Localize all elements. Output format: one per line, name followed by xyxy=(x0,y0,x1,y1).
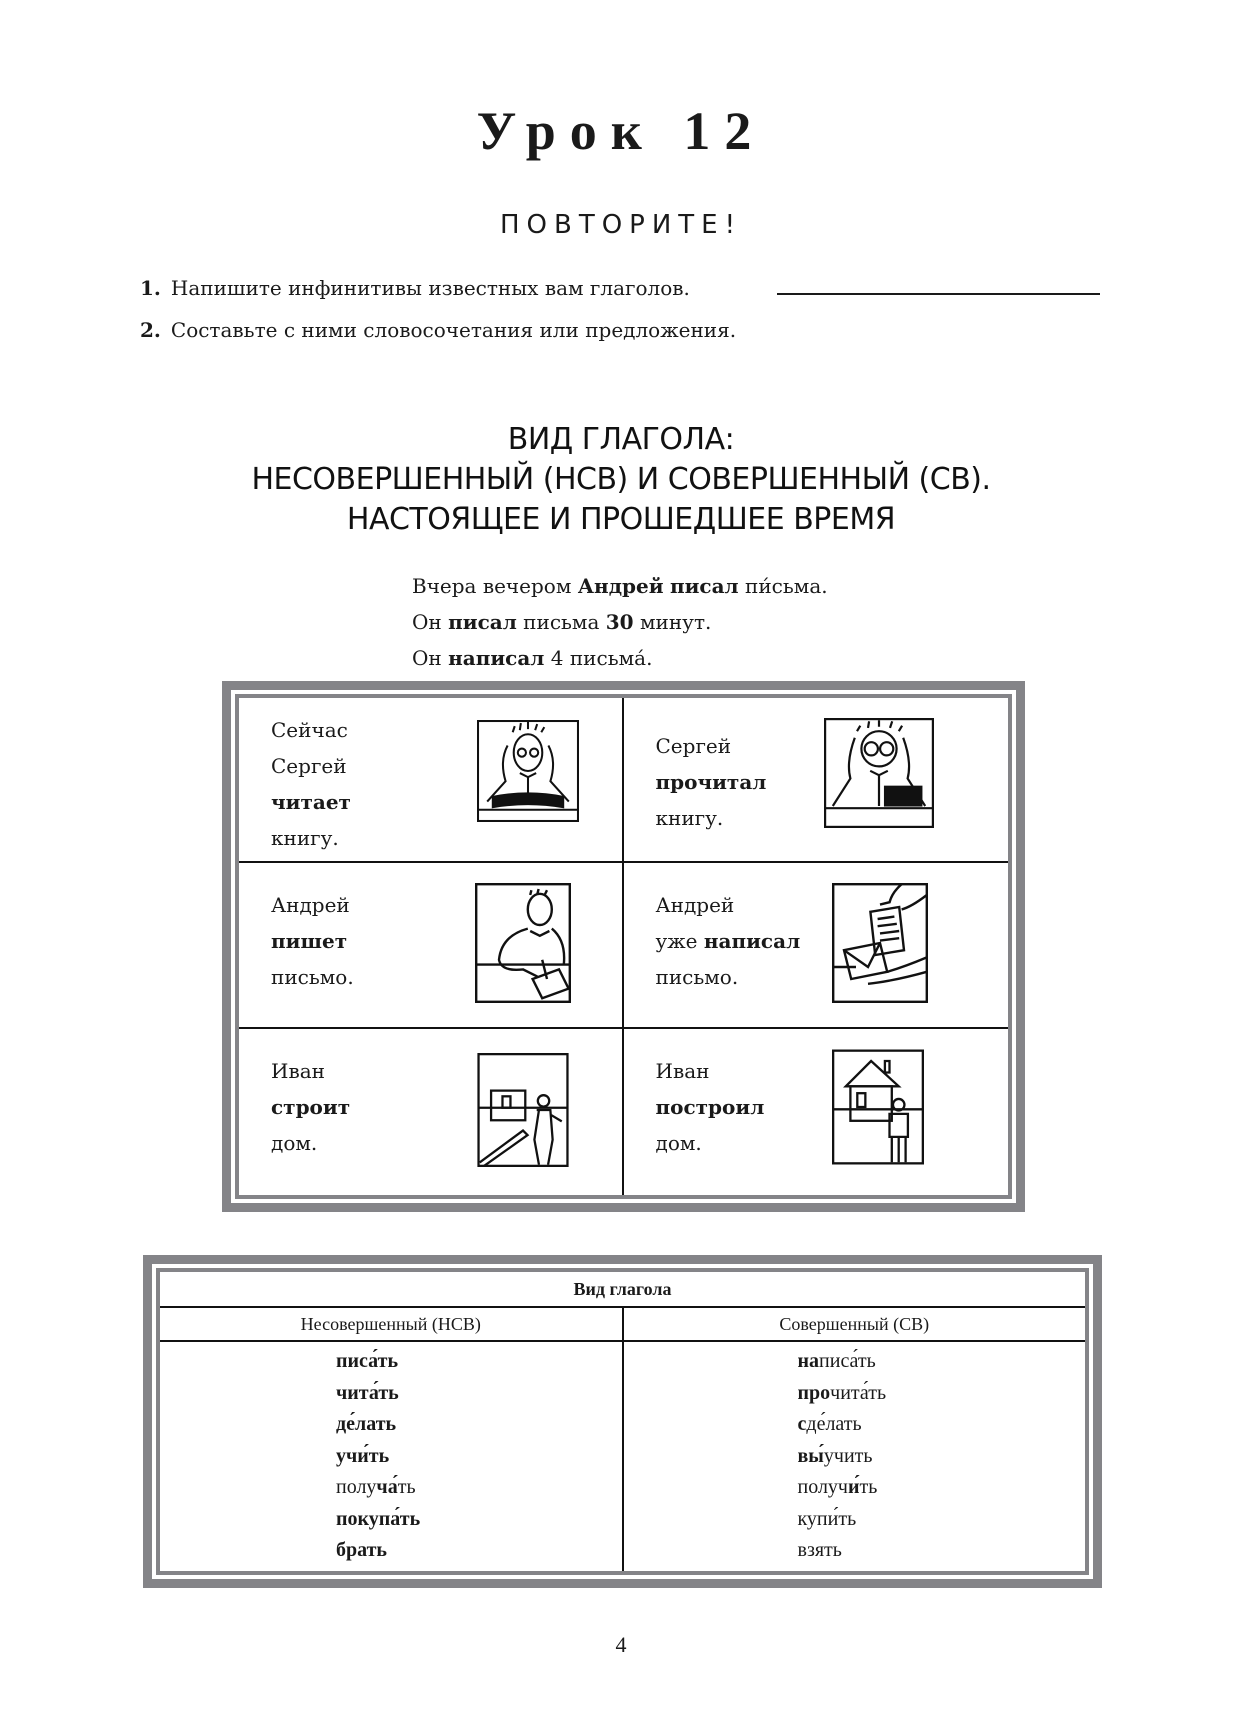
column-header-perfective: Совершенный (СВ) xyxy=(779,1314,930,1334)
text-segment: Иван xyxy=(271,1059,325,1083)
text-line xyxy=(271,923,354,959)
column-header-imperfective: Несовершенный (НСВ) xyxy=(160,1308,624,1340)
repeat-heading: ПОВТОРИТЕ! xyxy=(499,210,743,240)
text-segment: дом. xyxy=(655,1131,702,1155)
text-line xyxy=(271,1125,350,1161)
task-number: 1. xyxy=(140,276,161,300)
text-segment: получ xyxy=(797,1476,848,1498)
table-body xyxy=(160,1342,1085,1571)
text-segment: ть xyxy=(397,1476,416,1498)
table-header-row xyxy=(160,1308,1085,1342)
text-line xyxy=(336,1472,420,1504)
text-line xyxy=(336,1378,420,1410)
text-segment: купи́ть xyxy=(797,1507,857,1530)
text-segment: уже xyxy=(655,929,704,953)
cell-caption xyxy=(656,728,767,836)
text-segment: Он xyxy=(412,610,449,634)
text-segment: де́лать xyxy=(806,1413,862,1435)
text-segment: письмо. xyxy=(271,965,354,989)
text-segment: книгу. xyxy=(655,806,724,830)
bold-text-segment: с xyxy=(797,1413,807,1435)
cell-caption xyxy=(656,887,801,995)
text-line xyxy=(798,1504,887,1536)
bold-text-segment: на xyxy=(797,1350,820,1372)
bold-text-segment: написал xyxy=(703,929,801,953)
bold-text-segment: писа́ть xyxy=(336,1350,399,1372)
task-text: Составьте с ними словосочетания или предложения. xyxy=(170,318,737,342)
text-segment: Андрей xyxy=(271,893,350,917)
bold-text-segment: читает xyxy=(271,790,351,814)
text-segment: пи́сьма. xyxy=(738,574,828,598)
bold-text-segment: и́ xyxy=(847,1476,860,1498)
text-line xyxy=(336,1535,420,1567)
cell-caption xyxy=(656,1053,765,1161)
text-line xyxy=(271,748,351,784)
text-segment: Вчера вечером xyxy=(412,574,578,598)
page-number: 4 xyxy=(615,1632,627,1657)
bold-text-segment: про xyxy=(797,1381,831,1404)
bold-text-segment: де́лать xyxy=(336,1413,397,1435)
bold-text-segment: пишет xyxy=(271,929,348,953)
text-segment: Андрей xyxy=(655,893,735,917)
text-segment: письмо. xyxy=(655,965,739,989)
text-line xyxy=(271,887,354,923)
text-segment: чита́ть xyxy=(830,1381,887,1404)
bold-text-segment: писал xyxy=(669,574,739,598)
text-line xyxy=(656,1053,765,1089)
inner-frame xyxy=(235,694,1012,1199)
section-title-line: ВИД ГЛАГОЛА: xyxy=(507,422,735,457)
aspect-illustration-table xyxy=(222,681,1025,1212)
text-line xyxy=(271,820,351,856)
man-reading-open-book-illustration xyxy=(477,720,579,822)
text-segment: писа́ть xyxy=(819,1350,876,1372)
cell-caption xyxy=(271,712,351,856)
illustration-cell xyxy=(239,698,624,863)
lesson-title: Урок 12 xyxy=(476,101,766,161)
bold-text-segment: 30 xyxy=(605,610,634,634)
cell-caption xyxy=(271,1053,350,1161)
text-segment: взять xyxy=(797,1539,842,1561)
text-line xyxy=(656,923,801,959)
cell-caption xyxy=(271,887,354,995)
illustration-grid xyxy=(239,698,1008,1195)
text-line xyxy=(798,1441,887,1473)
example-sentence xyxy=(412,640,828,676)
man-writing-letter-illustration xyxy=(475,883,571,1003)
text-segment: дом. xyxy=(271,1131,318,1155)
bold-text-segment: построил xyxy=(655,1095,765,1119)
example-sentence xyxy=(412,568,828,604)
inner-frame xyxy=(156,1268,1089,1575)
bold-text-segment: ча́ xyxy=(376,1476,398,1498)
text-line xyxy=(798,1378,887,1410)
section-title-line: НЕСОВЕРШЕННЫЙ (НСВ) И СОВЕРШЕННЫЙ (СВ). xyxy=(251,462,991,497)
bold-text-segment: учи́ть xyxy=(336,1444,390,1467)
man-by-finished-house-illustration xyxy=(832,1049,924,1165)
text-segment: Сергей xyxy=(271,754,347,778)
text-line xyxy=(271,959,354,995)
example-sentences xyxy=(412,568,828,676)
perfective-column xyxy=(624,1342,1086,1571)
text-line xyxy=(336,1346,420,1378)
bold-text-segment: писал xyxy=(448,610,517,634)
bold-text-segment: покупа́ть xyxy=(336,1507,421,1530)
text-segment: Сергей xyxy=(655,734,732,758)
section-title xyxy=(0,420,1242,540)
task-text: Напишите инфинитивы известных вам глаголов. xyxy=(170,276,690,300)
illustration-cell xyxy=(239,863,624,1029)
bold-text-segment: Андрей xyxy=(577,574,664,598)
text-segment: ть xyxy=(859,1476,878,1498)
bold-text-segment: чита́ть xyxy=(336,1381,399,1404)
task-number: 2. xyxy=(140,318,161,342)
task-item xyxy=(140,276,690,300)
illustration-cell xyxy=(624,698,1009,863)
bold-text-segment: вы́ xyxy=(797,1444,824,1467)
text-line xyxy=(656,1125,765,1161)
text-line xyxy=(271,712,351,748)
table-title: Вид глагола xyxy=(160,1272,1085,1308)
bold-text-segment: брать xyxy=(336,1539,388,1561)
text-line xyxy=(271,1053,350,1089)
text-segment: письма xyxy=(516,610,606,634)
text-segment: полу xyxy=(336,1476,377,1498)
text-line xyxy=(798,1535,887,1567)
text-segment: минут. xyxy=(633,610,712,634)
text-segment: Иван xyxy=(655,1059,710,1083)
imperfective-column xyxy=(160,1342,624,1571)
text-line xyxy=(656,728,767,764)
section-title-line: НАСТОЯЩЕЕ И ПРОШЕДШЕЕ ВРЕМЯ xyxy=(346,502,896,537)
bold-text-segment: написал xyxy=(448,646,545,670)
text-segment: Он xyxy=(412,646,449,670)
text-segment: учить xyxy=(823,1444,873,1467)
text-line xyxy=(271,1089,350,1125)
illustration-cell xyxy=(624,1029,1009,1195)
text-line xyxy=(336,1441,420,1473)
verb-aspect-table xyxy=(143,1255,1102,1588)
text-line xyxy=(271,784,351,820)
man-with-closed-book-illustration xyxy=(824,718,934,828)
bold-text-segment: строит xyxy=(271,1095,351,1119)
text-line xyxy=(336,1409,420,1441)
text-segment: книгу. xyxy=(271,826,339,850)
text-line xyxy=(798,1472,887,1504)
text-segment: 4 письма́. xyxy=(544,646,653,670)
text-line xyxy=(798,1409,887,1441)
text-line xyxy=(656,959,801,995)
hands-sealing-letter-illustration xyxy=(832,883,928,1003)
illustration-cell xyxy=(239,1029,624,1195)
text-line xyxy=(656,800,767,836)
example-sentence xyxy=(412,604,828,640)
text-line xyxy=(798,1346,887,1378)
text-line xyxy=(336,1504,420,1536)
perfective-verb-list xyxy=(798,1346,887,1567)
illustration-cell xyxy=(624,863,1009,1029)
bold-text-segment: прочитал xyxy=(655,770,767,794)
text-line xyxy=(656,1089,765,1125)
text-segment: Сейчас xyxy=(271,718,348,742)
text-line xyxy=(656,764,767,800)
answer-blank-line[interactable] xyxy=(777,293,1100,295)
text-line xyxy=(656,887,801,923)
man-building-house-illustration xyxy=(477,1053,569,1167)
imperfective-verb-list xyxy=(336,1346,420,1567)
task-item xyxy=(140,318,736,342)
